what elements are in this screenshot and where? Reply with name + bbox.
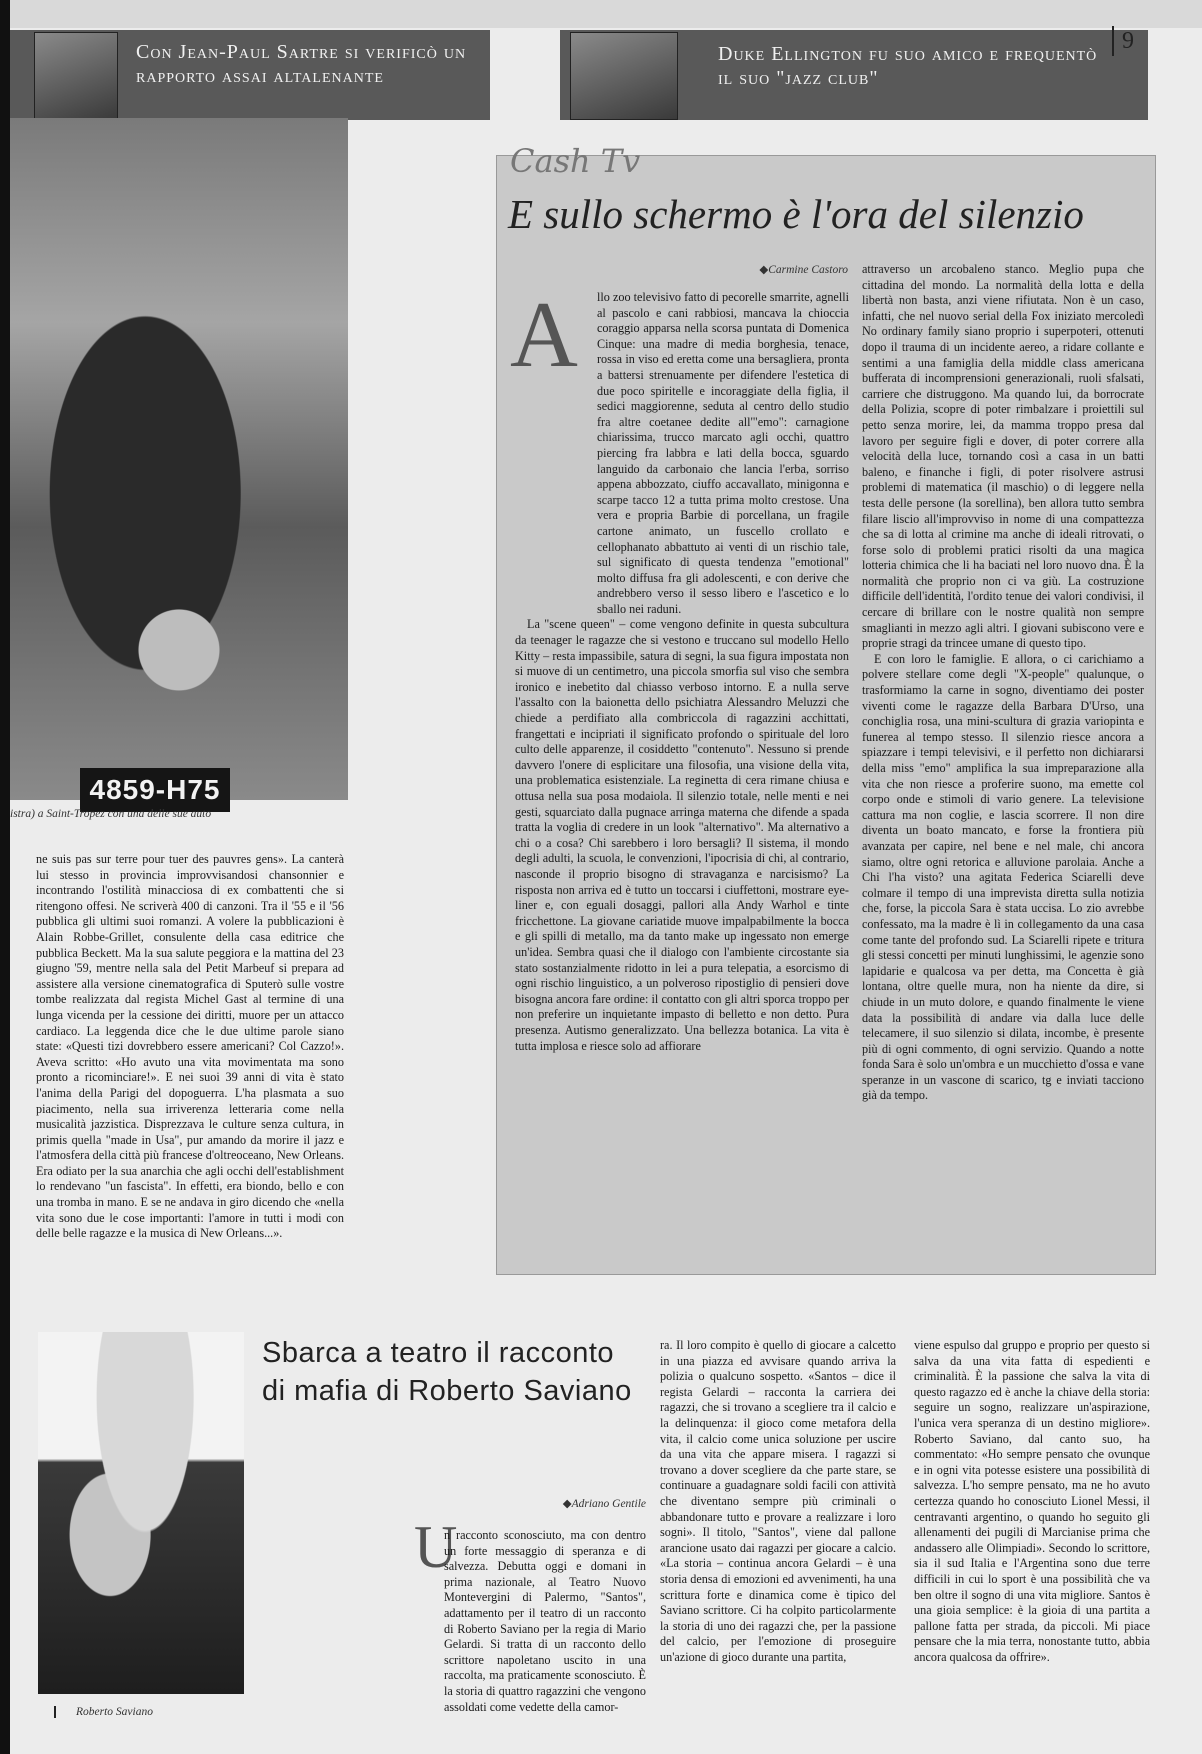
ellington-portrait bbox=[570, 32, 678, 120]
author-name: Carmine Castoro bbox=[768, 264, 848, 276]
sartre-portrait bbox=[34, 32, 118, 120]
paragraph: viene espulso dal gruppo e proprio per questo si salva da una vita fatta di espedienti e criminalità. È la passione che salva la vita di questo ragazzo ed è anche la chiave della storia: seguire un sogno, realizzare un'aspirazione, l'unica vera speranza di un destino migliore». Roberto Saviano, dal canto suo, ha commentato: «Ho sempre pensato che ovunque e in ogni vita potesse esistere una possibilità di salvezza. L'ho sempre pensato, ma ne ho avuto certezza quando ho conosciuto Lionel Messi, il centravanti argentino, o quando ho seguito gli allenamenti dei pugili di Marcianise prima che andassero alle Olimpiadi». Secondo lo scrittore, sia il sud Italia e l'Argentina sono due terre difficili in cui lo sport è una possibilità che va ben oltre il sogno di una vita migliore. Santos è una gioia semplice: è la gioia di una partita a pallone fatta per strada, da piccoli. Mi piace pensare che la mia terra, nonostante tutto, abbia ancora qualcosa da offrire». bbox=[914, 1338, 1150, 1664]
paragraph: attraverso un arcobaleno stanco. Meglio pupa che cittadina del mondo. La normalità della lotta e della libertà non basta, anzi viene rifiutata. Non è un caso, infatti, che nel nuovo serial della Fox iniziato mercoledì No ordinary family siano proprio i superpoteri, ottenuti dopo il trauma di un incidente aereo, a ridare collante e sentimi a una famiglia della middle class americana bufferata di incomprensioni generazionali, ruoli sfalsati, carriere che distruggono. Ma quando lui, da borrocrate della Polizia, scopre di poter rimbalzare i proiettili sul petto senza morire, lei, da mamma troppo presa dal lavoro per seguire figli e dover, di poter correre alla velocità della luce, tornando così a casa in un batti baleno, e finanche i figli, di poter risolvere astrusi problemi di matematica (il maschio) o di leggere nella testa delle persone (la sorellina), ben allora tutto sembra filare liscio all'improvviso in nome di una compattezza che sa di lotta al crimine ma anche di ideali ritrovati, o forse solo di problemi pratici risolti da una magica lotteria chimica che li ha baciati nel loro nuovo dna. È la normalità che proprio non ci va giù. La costruzione difficile dell'identità, l'ordito tenue dei valori condivisi, il cercare di brillare con le nostre qualità non sempre smaglianti in mezzo agli altri. I giovani subiscono vere e proprie stragi da trincee umane di questo tipo. bbox=[862, 262, 1144, 651]
page-edge bbox=[0, 0, 10, 1754]
vintage-car-photo bbox=[10, 118, 348, 805]
saviano-article-title: Sbarca a teatro il racconto di mafia di Roberto Saviano bbox=[262, 1337, 632, 1407]
tv-column-1 bbox=[515, 290, 849, 1054]
paragraph: llo zoo televisivo fatto di pecorelle smarrite, agnelli al pascolo e cani rabbiosi, mancava la chioccia coraggio apparsa nella scorsa puntata di Domenica Cinque: una madre di media borghesia, tenace, rossa in viso ed eretta come una bersagliera, pronta a battersi strenuamente per difendere l'estetica di due poco spiritelle e incoraggiate della figlia, il sedici maggiorenne, seduta al centro dello studio fra altre coetanee dedite all'"emo": carnagione chiarissima, trucco marcato agli occhi, quattro piercing fra labbra e lati della bocca, sguardo languido da carbonaio che lancia l'erba, sorriso appena abbozzato, ciuffo accavallato, minigonna e scarpe tacco 12 a tutta prima molto crestose. Una vera e propria Barbie di porcellana, un fragile cartone animato, un fuscello crollato e cellophanato abbattuto ai venti di un rischio tale, sul significato di questa tendenza "emotional" molto diffusa fra gli adolescenti, e con derive che andrebbero verso il sesso libero e l'ascetico e lo sballo nei raduni. bbox=[597, 290, 849, 616]
saviano-article-author: ◆Adriano Gentile bbox=[562, 1498, 646, 1510]
tv-article-title: E sullo schermo è l'ora del silenzio bbox=[508, 191, 1084, 237]
header-teaser-sartre: Con Jean-Paul Sartre si verificò un rapporto assai altalenante bbox=[136, 41, 467, 87]
paragraph: n racconto sconosciuto, ma con dentro un forte messaggio di speranza e di salvezza. Debutta oggi e domani in prima nazionale, al Teatro Nuovo Montevergini di Palermo, "Santos", adattamento per il teatro di un racconto di Roberto Saviano per la regia di Mario Gelardi. Si tratta di un racconto dello scrittore napoletano uscito in una raccolta, ma praticamente sconosciuto. È la storia di quattro ragazzini che vengono assoldati come vedette della camor- bbox=[444, 1528, 646, 1714]
paragraph: La "scene queen" – come vengono definite in questa subcultura da teenager le ragazze che si vestono e truccano sul modello Hello Kitty – resta impassibile, satura di segni, la sua figura impostata non si muove di un centimetro, una piccola smorfia sul viso che sembra ironico e inebetito dal chiasso verboso intorno. E a nulla serve l'assalto con la baionetta dello psichiatra Alessandro Meluzzi che chiede a perdifiato alla combriccola di ragazzini acchittati, frangettati e incipriati il significato profondo o spirituale del loro culto delle apparenze, il cosiddetto "contenuto". Nessuno si prende davvero l'onere di esplicitare una filosofia, una visione della vita, una problematica esistenziale. La reginetta di cera rimane chiusa e ottusa nella sua posa modaiola. Il silenzio totale, nelle menti e nei gesti, squarciato dalla pugnace arringa materna che difende a spada tratta la voglia di credere in un look "alternativo". Ma alternativo a chi o a cosa? Chi sarebbero i loro bersagli? Il sistema, il mondo degli adulti, la scuola, le convenzioni, l'ipocrisia di chi, al contrario, nasconde il proprio bisogno di stravaganza e narcisismo? La risposta non arriva ed è tutto un toccarsi i ciuffettoni, mostrare eye-liner e, con eguali dosaggi, pallori alla Andy Warhol e tinte fricchettone. La giovane cariatide muove impalpabilmente la bocca e gli spilli di metallo, ma da tanto make up ingessato non emerge un'idea. Sembra quasi che il dialogo con l'ambiente circostante sia stato sostanzialmente ridotto in lei a pura telepatia, a esorcismo di ogni rischio linguistico, a un polveroso ripostiglio di pensieri dove bisogna ancora fare ordine: il contatto con gli altri sporca troppo per non preferire un inquietante impasto di belletto e non detto. Pura presenza. Autismo generalizzato. Una bellezza botanica. La vita è tutta implosa e riesce solo ad affiorare bbox=[515, 617, 849, 1053]
saviano-column-3 bbox=[914, 1338, 1150, 1665]
license-plate: 4859-H75 bbox=[80, 768, 230, 812]
tv-article-author: ◆Carmine Castoro bbox=[759, 264, 848, 276]
saviano-column-1 bbox=[414, 1528, 646, 1715]
saviano-photo-caption: Roberto Saviano bbox=[54, 1706, 276, 1718]
tv-column-2 bbox=[862, 262, 1144, 1104]
paragraph: E con loro le famiglie. E allora, o ci carichiamo a polvere stellare come degli "X-people" qualunque, o trasformiamo la carne in sogno, diventiamo dei poster viventi come le ragazze della Barbara D'Urso, una conchiglia rosa, una mini-scultura di grazia variopinta e funerea al tempo stesso. Il silenzio riesce ancora a spiazzare i tempi televisivi, e il perfetto non dichiararsi della miss "emo" amplifica la sua impreparazione alla vita che non riesce a proferire suono, ma emette col corpo onde e stimoli di vario genere. La televisione cattura ma non coglie, e lascia scorrere. Il non dire diventa un boato mancato, e forse la frontiera più avanzata per capire, nel bene e nel male, chi ancora siamo, oltre ogni retorica e alluvione parolaia. Anche a Chi l'ha visto? una agitata Federica Sciarelli deve colmare il tempo di una imprevista diretta sulla notizia che, forse, la piccola Sara è stata uccisa. Lo zio avrebbe confessato, ma la madre è lì in collegamento da una casa come tante del profondo sud. La Sciarelli ripete e tritura gli stessi concetti per minuti lunghissimi, le agenzie sono lapidarie e qualcosa va per detta, ma Concetta è già lontana, oltre quelle mura, non ha niente da dire, si chiude in un muto dolore, e quando finalmente le viene data la possibilità di andare via dalla luce delle telecamere, il suo silenzio si dilata, incombe, è presente più di ogni commento, di ogni servizio. Quando a notte fonda Sara è solo un'ombra e un mucchietto d'ossa e vane speranze in un vascone di scarico, tg e inviati tacciono già da tempo. bbox=[862, 651, 1144, 1103]
saviano-dropcap: U bbox=[414, 1514, 458, 1580]
car-photo-caption: istra) a Saint-Tropez con una delle sue auto bbox=[10, 808, 212, 820]
author-name: Adriano Gentile bbox=[571, 1498, 646, 1510]
header-teaser-ellington: Duke Ellington fu suo amico e frequentò il suo "jazz club" bbox=[718, 43, 1098, 89]
saviano-column-2 bbox=[660, 1338, 896, 1665]
paragraph: ne suis pas sur terre pour tuer des pauvres gens». La canterà lui stesso in provincia improvvisandosi chansonnier e incontrando l'ostilità minacciosa di ex combattenti che si ritengono offesi. Ne scriverà 400 di canzoni. Tra il '55 e il '56 pubblica gli ultimi suoi romanzi. A volere la pubblicazioni è Alain Robbe-Grillet, consulente della casa editrice che pubblica Beckett. Ma la sua salute peggiora e la mattina del 23 giugno '59, mentre nella sala del Petit Marbeuf si prepara ad assistere alla versione cinematografica di Sputerò sulle vostre tombe realizzata dal regista Michel Gast al termine di una lunga vicenda per la cessione dei diritti, muore per un attacco cardiaco. La leggenda dice che le due ultime parole siano state: «Questi tizi dovrebbero essere americani? Col Cazzo!». Aveva scritto: «Ho avuto una vita movimentata ma sono pronto a ricominciare!». E nei suoi 39 anni di vita è stato l'anima della Parigi del dopoguerra. L'ha plasmata a suo piacimento, nella sua irriverenza letteraria come nella musicalità jazzistica. Disprezzava le culture senza cultura, in primis quella "made in Usa", pur amando da morire il jazz e l'atmosfera della città più francese d'oltreoceano, New Orleans. Era odiato per la sua anarchia che agli occhi dell'establishment lo rendevano "un fascista". In effetti, era biondo, bello e con una tromba in mano. E se ne andava in giro dicendo che «nella vita sono due le cose importanti: l'amore in tutti i modi con delle belle ragazze e la musica di New Orleans...». bbox=[36, 852, 344, 1241]
tv-dropcap: A bbox=[510, 283, 578, 387]
saviano-photo bbox=[38, 1332, 244, 1694]
rubric-label: Cash Tv bbox=[510, 142, 641, 180]
page-number: 9 bbox=[1112, 26, 1134, 56]
paragraph: ra. Il loro compito è quello di giocare a calcetto in una piazza ed avvisare quando arriva la polizia o qualcuno sospetto. «Santos – dice il regista Gelardi – racconta la carriera dei ragazzi, che si trovano a scegliere tra il calcio e la delinquenza: il gioco come metafora della vita, il calcio come unica soluzione per uscire da una vita che appare misera. I ragazzi si trovano a dover scegliere da che parte stare, se continuare a guadagnare soldi facili con attività che diventano sempre più criminali o abbandonare tutto e provare a realizzare i loro sogni». Il titolo, "Santos", viene dal pallone arancione usato dai ragazzi per giocare a calcio. «La storia – continua ancora Gelardi – è una storia densa di emozioni ed avvenimenti, ha una scrittura forte e dinamica come è tipico del Saviano scrittore. Ci ha colpito particolarmente la storia di uno dei ragazzi che, per la passione del calcio, per l'emozione di proseguire un'azione di gioco durante una partita, bbox=[660, 1338, 896, 1664]
sartre-article-body bbox=[36, 852, 344, 1242]
